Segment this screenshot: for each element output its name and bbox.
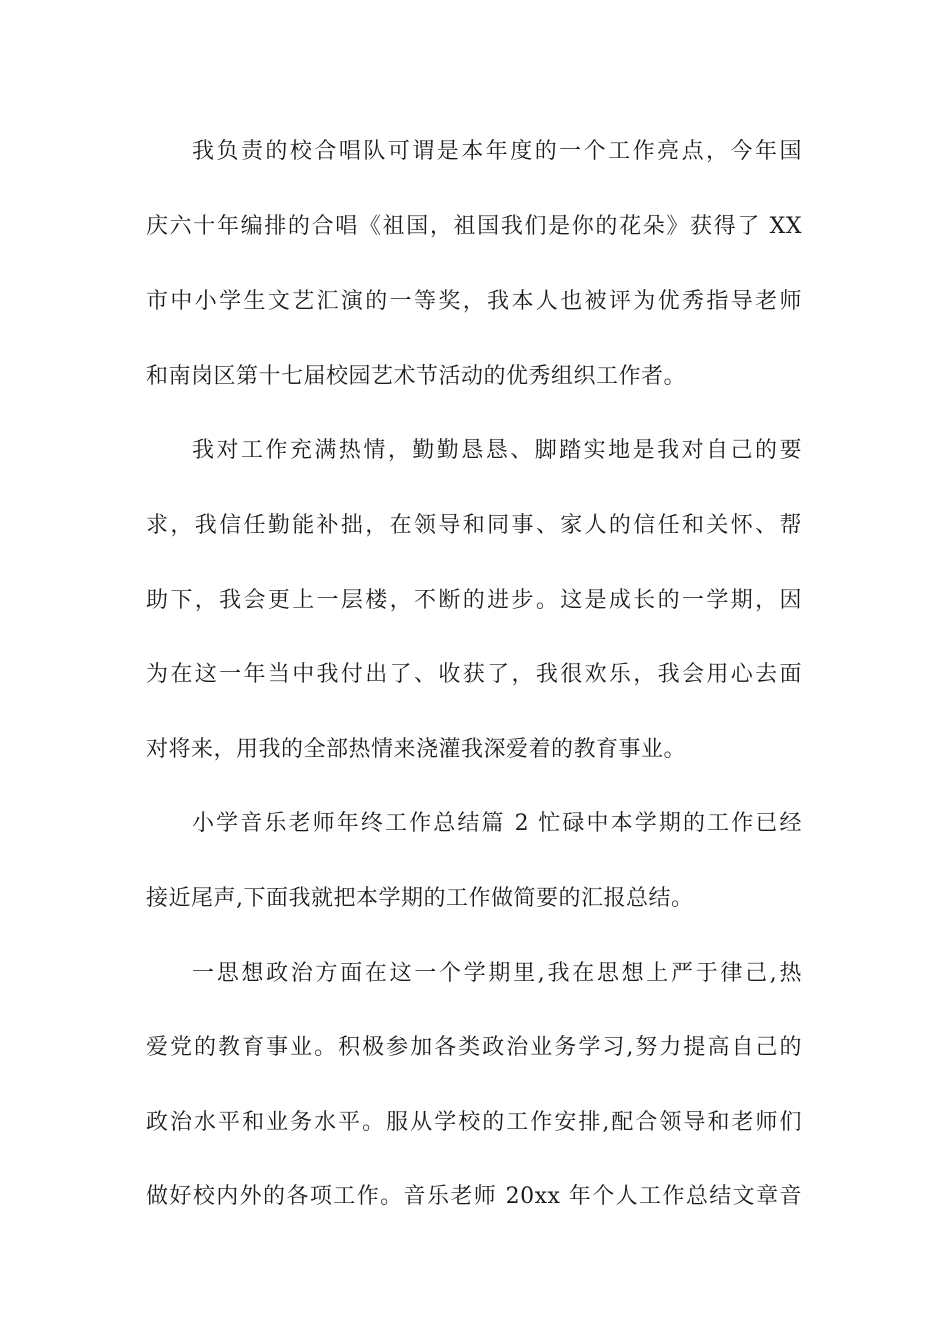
- text-line: 做好校内外的各项工作。音乐老师 20xx 年个人工作总结文章音: [146, 1184, 802, 1209]
- text-line: 庆六十年编排的合唱《祖国，祖国我们是你的花朵》获得了 XX: [146, 214, 802, 239]
- text-line: 爱党的教育事业。积极参加各类政治业务学习,努力提高自己的: [146, 1035, 802, 1060]
- text-line: 对将来，用我的全部热情来浇灌我深爱着的教育事业。: [146, 737, 687, 762]
- text-line: 和南岗区第十七届校园艺术节活动的优秀组织工作者。: [146, 364, 687, 389]
- text-line: 助下，我会更上一层楼，不断的进步。这是成长的一学期，因: [146, 588, 802, 613]
- text-line: 一思想政治方面在这一个学期里,我在思想上严于律己,热: [192, 961, 802, 986]
- text-line: 市中小学生文艺汇演的一等奖，我本人也被评为优秀指导老师: [146, 289, 802, 314]
- text-line: 我负责的校合唱队可谓是本年度的一个工作亮点，今年国: [192, 139, 802, 164]
- text-line: 为在这一年当中我付出了、收获了，我很欢乐，我会用心去面: [146, 662, 802, 687]
- text-line: 求，我信任勤能补拙，在领导和同事、家人的信任和关怀、帮: [146, 513, 802, 538]
- text-line: 政治水平和业务水平。服从学校的工作安排,配合领导和老师们: [146, 1110, 802, 1135]
- text-line: 小学音乐老师年终工作总结篇 2 忙碌中本学期的工作已经: [192, 811, 802, 836]
- text-line: 接近尾声,下面我就把本学期的工作做简要的汇报总结。: [146, 886, 694, 911]
- text-line: 我对工作充满热情，勤勤恳恳、脚踏实地是我对自己的要: [192, 438, 802, 463]
